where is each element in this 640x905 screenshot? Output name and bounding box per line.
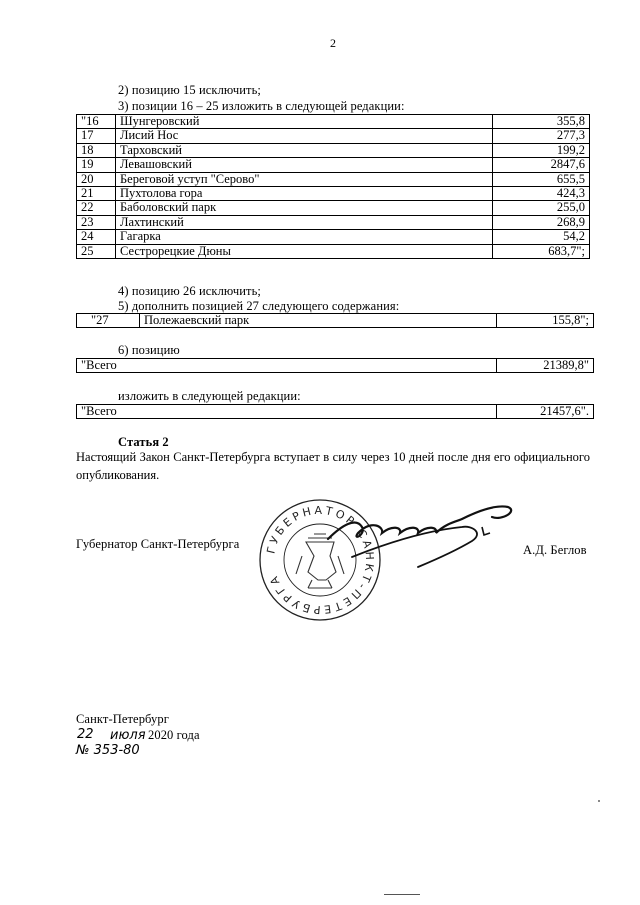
row-name: Лахтинский — [116, 215, 493, 229]
row-number: 19 — [77, 158, 116, 172]
footer-number: № 353-80 — [76, 743, 140, 758]
restate-label: изложить в следующей редакции: — [118, 389, 301, 403]
table-row — [77, 405, 594, 419]
intro-line-2: 3) позиции 16 – 25 изложить в следующей редакции: — [118, 99, 405, 113]
row-number: "27 — [77, 314, 140, 328]
row-value: 155,8"; — [497, 314, 594, 328]
row-name: Лисий Нос — [116, 129, 493, 143]
row-value: 683,7"; — [493, 244, 590, 258]
row-name: "Всего — [77, 405, 497, 419]
table-row — [77, 244, 590, 258]
row-name: Тарховский — [116, 143, 493, 157]
article-text: Настоящий Закон Санкт-Петербурга вступает в силу через 10 дней после дня его официального опубликования. — [76, 450, 590, 482]
row-name: Гагарка — [116, 230, 493, 244]
row-number: 21 — [77, 187, 116, 201]
row-value: 21389,8" — [497, 359, 594, 373]
table-row — [77, 201, 590, 215]
footer-year: 2020 года — [148, 728, 200, 742]
row-number: 20 — [77, 172, 116, 186]
row-number: 25 — [77, 244, 116, 258]
total-new-table — [76, 404, 594, 419]
table-row — [77, 129, 590, 143]
bottom-dash — [384, 894, 420, 895]
item-6-label: 6) позицию — [118, 343, 180, 357]
row-value: 199,2 — [493, 143, 590, 157]
page-number: 2 — [330, 36, 336, 50]
table-row — [77, 314, 594, 328]
row-number: 18 — [77, 143, 116, 157]
row-number: 24 — [77, 230, 116, 244]
row-number: 23 — [77, 215, 116, 229]
intro-line-1: 2) позицию 15 исключить; — [118, 83, 261, 97]
table-row — [77, 158, 590, 172]
total-old-table — [76, 358, 594, 373]
signatory-name: А.Д. Беглов — [523, 543, 587, 557]
row-name: Левашовский — [116, 158, 493, 172]
table-row — [77, 359, 594, 373]
row-name: Шунгеровский — [116, 115, 493, 129]
row-value: 277,3 — [493, 129, 590, 143]
row-name: Пухтолова гора — [116, 187, 493, 201]
table-row — [77, 172, 590, 186]
table-row — [77, 143, 590, 157]
row-value: 2847,6 — [493, 158, 590, 172]
row-value: 54,2 — [493, 230, 590, 244]
row-name: Полежаевский парк — [140, 314, 497, 328]
row-number: 17 — [77, 129, 116, 143]
row-value: 355,8 — [493, 115, 590, 129]
row-name: Сестрорецкие Дюны — [116, 244, 493, 258]
footer-city: Санкт-Петербург — [76, 712, 169, 726]
table-row — [77, 215, 590, 229]
row-value: 255,0 — [493, 201, 590, 215]
row-name: Баболовский парк — [116, 201, 493, 215]
position-27-table — [76, 313, 594, 328]
row-value: 21457,6". — [497, 405, 594, 419]
row-name: "Всего — [77, 359, 497, 373]
after-table-line-2: 5) дополнить позицией 27 следующего содержания: — [118, 299, 400, 313]
table-row — [77, 115, 590, 129]
signatory-position: Губернатор Санкт-Петербурга — [76, 537, 240, 551]
row-name: Береговой уступ "Серово" — [116, 172, 493, 186]
footer-month: июля — [110, 728, 146, 743]
after-table-line-1: 4) позицию 26 исключить; — [118, 284, 261, 298]
signature-mark — [322, 497, 522, 569]
article-title: Статья 2 — [118, 435, 169, 449]
table-row — [77, 230, 590, 244]
row-value: 268,9 — [493, 215, 590, 229]
row-value: 655,5 — [493, 172, 590, 186]
row-number: 22 — [77, 201, 116, 215]
margin-mark — [598, 800, 600, 802]
row-value: 424,3 — [493, 187, 590, 201]
table-row — [77, 187, 590, 201]
row-number: "16 — [77, 115, 116, 129]
footer-day: 22 — [77, 727, 94, 742]
seal-text: ГУБЕРНАТОР САНКТ-ПЕТЕРБУРГА — [264, 503, 377, 617]
positions-table — [76, 114, 590, 259]
